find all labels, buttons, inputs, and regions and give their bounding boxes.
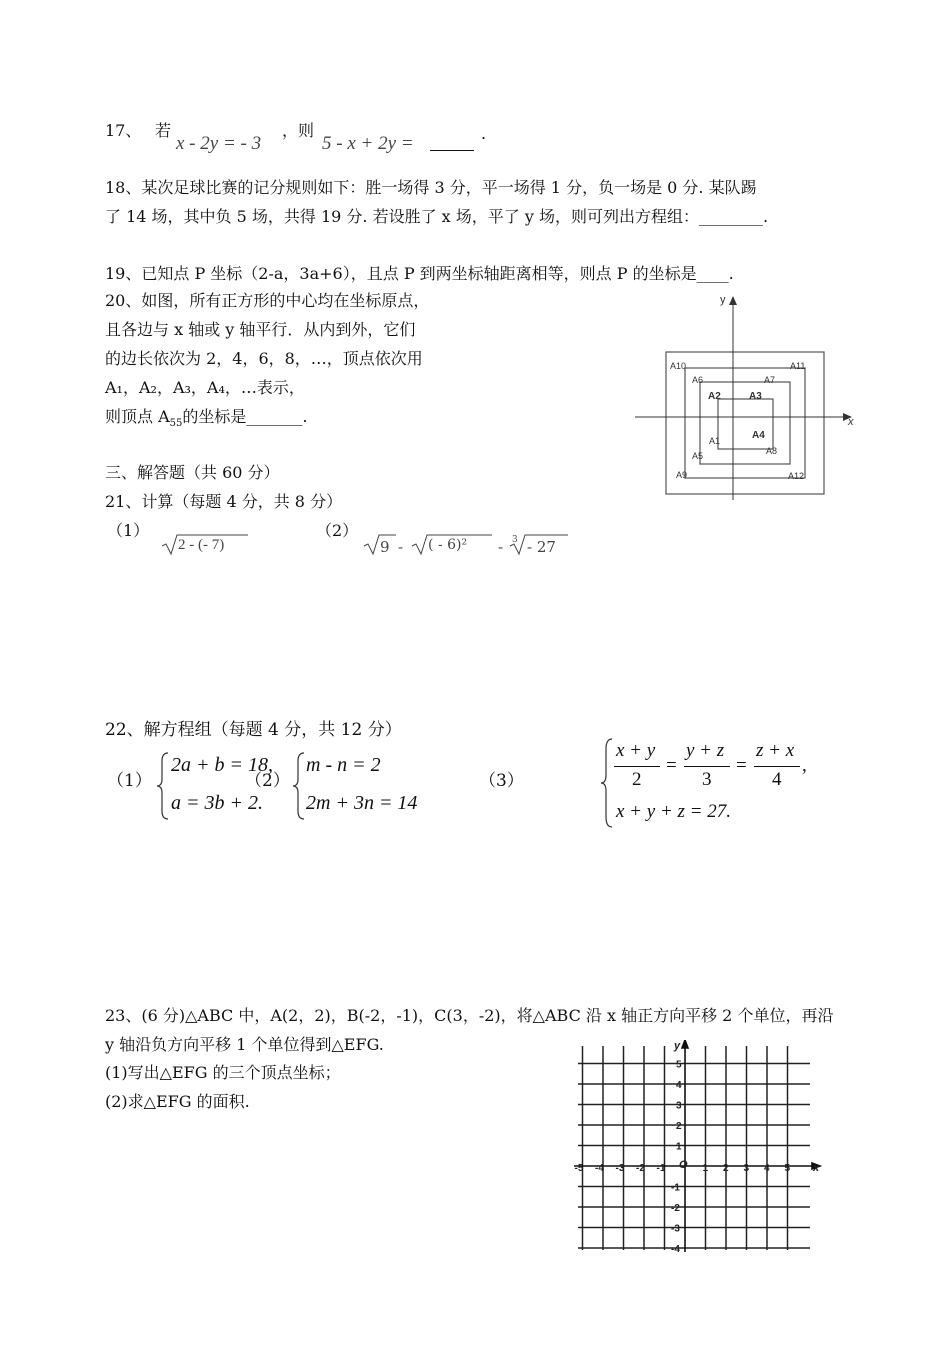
fig20-x-label: x bbox=[848, 416, 854, 428]
q18-line1: 18、某次足球比赛的记分规则如下：胜一场得 3 分，平一场得 1 分，负一场是 0 分. 某队踢 bbox=[105, 178, 757, 197]
brace-icon bbox=[156, 751, 170, 821]
q22-part3-equals-2: = bbox=[736, 755, 747, 776]
label-A5: A5 bbox=[692, 451, 704, 461]
label-A4: A4 bbox=[752, 430, 765, 441]
q20-line5-post: 的坐标是_______. bbox=[182, 407, 308, 426]
x-tick-label: 4 bbox=[764, 1163, 770, 1174]
y-axis-arrow-icon bbox=[729, 296, 737, 305]
q22-part3-numerator-2: y + z bbox=[686, 740, 725, 761]
y-tick-label: -2 bbox=[671, 1203, 680, 1214]
x-tick-label: 2 bbox=[723, 1163, 729, 1174]
q22-part1-label: （1） bbox=[107, 771, 152, 791]
q21-part2-radicand-b: ( - 6)² bbox=[428, 537, 468, 553]
q23-part1: (1)写出△EFG 的三个顶点坐标； bbox=[105, 1063, 341, 1082]
q21-part2-radicand-a: 9 bbox=[380, 538, 390, 556]
q21-part1-label: （1） bbox=[107, 521, 150, 540]
q21-part1-expression: 2 - (- 7) bbox=[178, 537, 225, 553]
q17-number: 17、 bbox=[105, 121, 142, 140]
q21-part2-radicand-c: - 27 bbox=[527, 538, 556, 556]
x-tick-label: -3 bbox=[615, 1163, 625, 1174]
fig20-y-label: y bbox=[720, 294, 726, 306]
q20-line3: 的边长依次为 2，4，6，8，…，顶点依次用 bbox=[105, 349, 423, 368]
q20-nested-squares-figure bbox=[630, 288, 860, 503]
q22-part2-equation-2: 2m + 3n = 14 bbox=[306, 792, 418, 814]
q20-line5-pre: 则顶点 A bbox=[105, 407, 170, 426]
q20-line5 bbox=[105, 407, 307, 434]
x-tick-label: 5 bbox=[784, 1163, 791, 1174]
y-tick-label: 1 bbox=[676, 1141, 682, 1153]
fraction-bar-1 bbox=[614, 766, 660, 767]
y-tick-label: 2 bbox=[676, 1121, 682, 1132]
label-A1: A1 bbox=[709, 436, 721, 446]
q23-coordinate-grid bbox=[570, 1040, 830, 1255]
q19-text: 19、已知点 P 坐标（2-a，3a+6），且点 P 到两坐标轴距离相等，则点 P 的坐标是____. bbox=[105, 264, 734, 283]
q22-part3-denominator-3: 4 bbox=[772, 769, 782, 790]
x-tick-label: -5 bbox=[574, 1163, 584, 1174]
brace-icon bbox=[292, 751, 306, 821]
q21-part2-cube-root-index: 3 bbox=[512, 535, 518, 545]
q21-part2-minus-1: - bbox=[398, 538, 404, 556]
label-A8: A8 bbox=[766, 446, 778, 456]
y-tick-label: 3 bbox=[676, 1100, 682, 1112]
q20-line5-sub: 55 bbox=[169, 418, 183, 430]
q23-part2: (2)求△EFG 的面积. bbox=[105, 1092, 250, 1111]
q22-part2-label: （2） bbox=[245, 771, 290, 791]
section-3-title: 三、解答题（共 60 分） bbox=[105, 463, 280, 482]
q18-line2: 了 14 场，其中负 5 场，共得 19 分. 若设胜了 x 场，平了 y 场，则可列出方程组：________. bbox=[105, 207, 769, 226]
label-A3: A3 bbox=[749, 391, 762, 402]
label-A12: A12 bbox=[788, 471, 805, 481]
fraction-bar-2 bbox=[684, 766, 730, 767]
label-A10: A10 bbox=[670, 361, 687, 371]
y-tick-label: -3 bbox=[671, 1223, 680, 1235]
q22-part1-equation-1: 2a + b = 18, bbox=[171, 754, 273, 776]
q22-part3-equals-1: = bbox=[666, 755, 677, 776]
label-A6: A6 bbox=[692, 375, 704, 385]
q22-part3-numerator-3: z + x bbox=[756, 740, 795, 761]
q20-line1: 20、如图，所有正方形的中心均在坐标原点， bbox=[105, 291, 430, 310]
brace-icon bbox=[600, 737, 614, 829]
origin-label: O bbox=[679, 1159, 688, 1171]
y-tick-label: -1 bbox=[671, 1182, 680, 1194]
label-A11: A11 bbox=[790, 361, 806, 371]
q17-lead: 若 bbox=[155, 121, 172, 140]
q23-line1: 23、(6 分)△ABC 中，A(2，2)，B(-2，-1)，C(3，-2)，将△ABC 沿 x 轴正方向平移 2 个单位，再沿 bbox=[105, 1006, 834, 1025]
q20-line4: A₁，A₂，A₃，A₄，…表示， bbox=[105, 378, 305, 397]
y-tick-label: 4 bbox=[676, 1080, 682, 1091]
label-A2: A2 bbox=[708, 391, 721, 402]
label-A9: A9 bbox=[676, 470, 688, 480]
q17-period: . bbox=[481, 124, 487, 143]
q17-connector: ，则 bbox=[282, 121, 315, 140]
y-tick-label: 5 bbox=[676, 1059, 682, 1071]
q21-part2-label: （2） bbox=[316, 521, 359, 540]
q17-given-equation: x - 2y = - 3 bbox=[176, 133, 262, 154]
x-tick-label: -4 bbox=[595, 1163, 604, 1174]
label-A7: A7 bbox=[764, 375, 776, 385]
square-1 bbox=[718, 399, 773, 449]
q22-part3-denominator-1: 2 bbox=[632, 769, 642, 790]
q22-part2-equation-1: m - n = 2 bbox=[306, 754, 381, 776]
q17-expression: 5 - x + 2y = bbox=[322, 133, 414, 154]
q22-title: 22、解方程组（每题 4 分，共 12 分） bbox=[105, 720, 402, 740]
y-tick-label: -4 bbox=[671, 1244, 680, 1255]
q22-part3-label: （3） bbox=[479, 771, 524, 791]
q21-part2-minus-2: - bbox=[498, 538, 504, 556]
q21-title: 21、计算（每题 4 分，共 8 分） bbox=[105, 492, 343, 511]
q22-part3-numerator-1: x + y bbox=[616, 740, 656, 761]
x-tick-label: 1 bbox=[702, 1163, 709, 1174]
q22-part3-comma: , bbox=[802, 755, 807, 776]
x-tick-label: -1 bbox=[656, 1163, 666, 1174]
x-tick-label: 3 bbox=[743, 1163, 750, 1174]
q17-answer-blank[interactable] bbox=[430, 136, 474, 151]
q22-part1-equation-2: a = 3b + 2. bbox=[171, 792, 263, 814]
x-tick-label: -2 bbox=[636, 1163, 645, 1174]
y-axis-arrow-icon bbox=[682, 1040, 688, 1048]
q22-part3-equation-2: x + y + z = 27. bbox=[616, 801, 731, 822]
x-axis-label: x bbox=[813, 1162, 820, 1174]
y-axis-label: y bbox=[674, 1040, 681, 1052]
fraction-bar-3 bbox=[754, 766, 800, 767]
q20-line2: 且各边与 x 轴或 y 轴平行．从内到外，它们 bbox=[105, 320, 416, 339]
q22-part3-denominator-2: 3 bbox=[702, 769, 712, 790]
q23-line2: y 轴沿负方向平移 1 个单位得到△EFG. bbox=[105, 1035, 384, 1054]
